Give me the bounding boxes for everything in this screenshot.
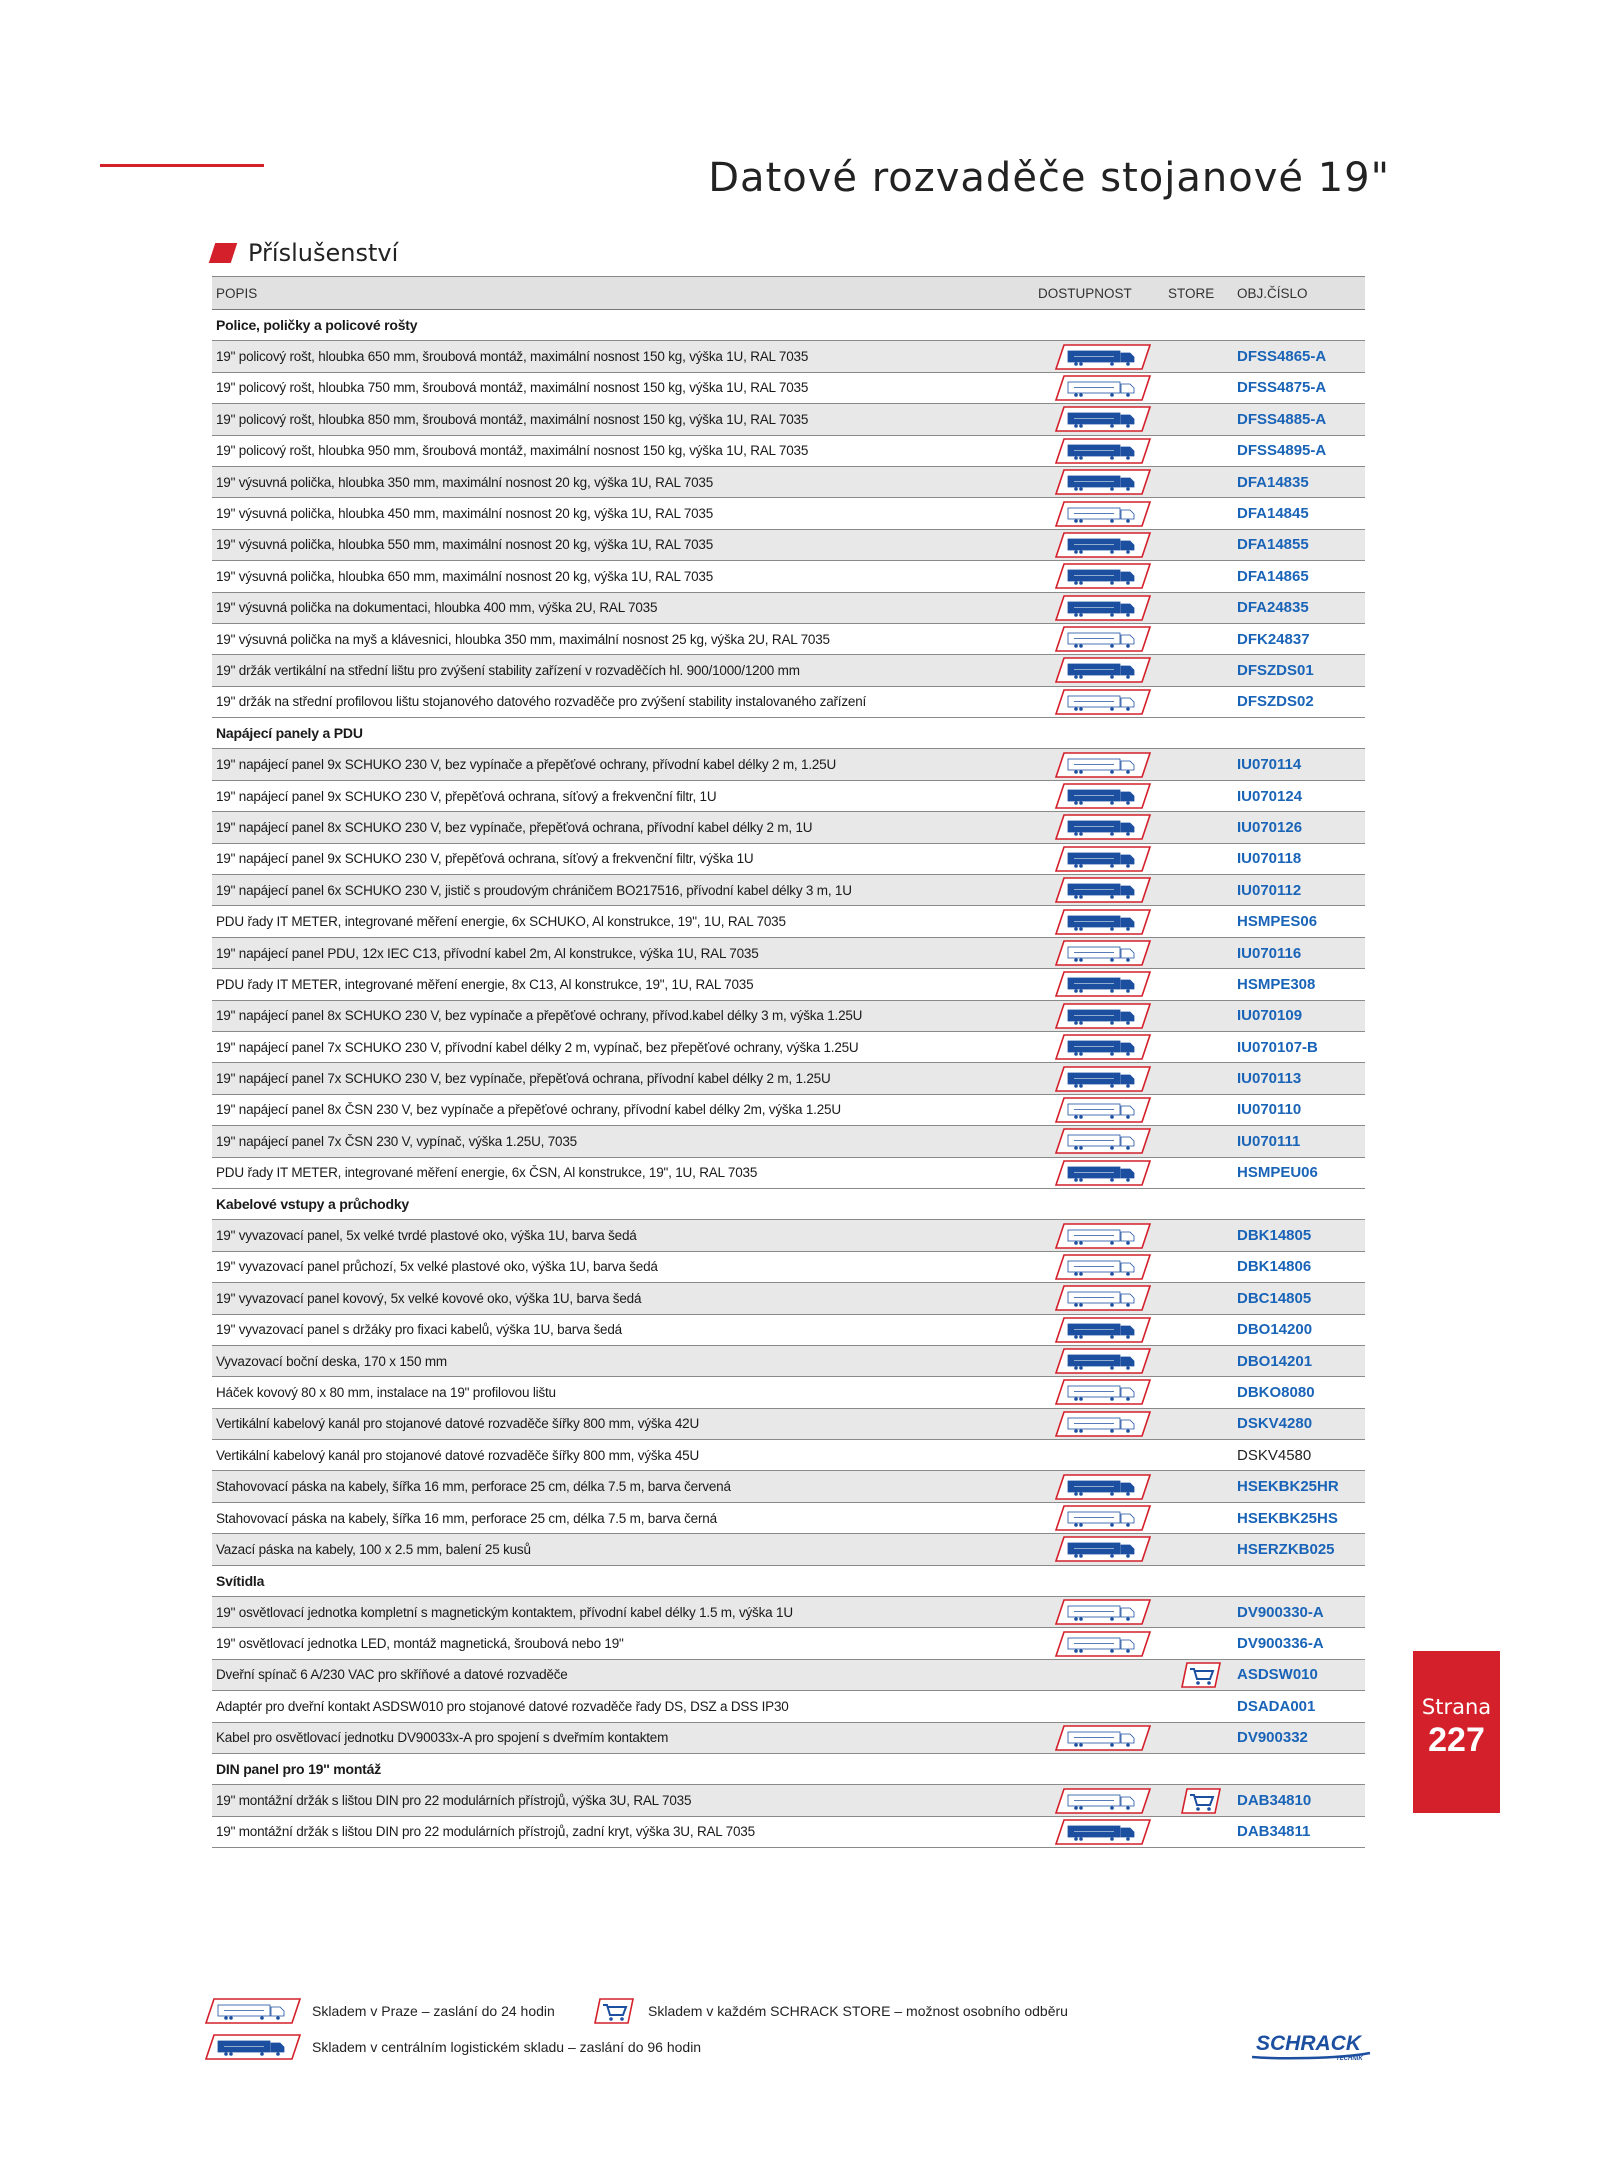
row-description: Vazací páska na kabely, 100 x 2.5 mm, balení 25 kusů xyxy=(216,1541,531,1557)
row-description: Kabel pro osvětlovací jednotku DV90033x-A pro spojení s dveřmím kontaktem xyxy=(216,1730,669,1746)
table-row xyxy=(212,1283,1365,1314)
row-availability xyxy=(1038,1348,1168,1374)
truck-prague-icon xyxy=(1054,626,1152,652)
row-description: 19" napájecí panel 9x SCHUKO 230 V, přepěťová ochrana, síťový a frekvenční filtr, výška 1U xyxy=(216,851,754,867)
row-availability xyxy=(1038,563,1168,589)
order-number: HSMPE308 xyxy=(1237,975,1316,993)
order-number: DFSS4875-A xyxy=(1237,379,1327,397)
table-row xyxy=(212,436,1365,467)
row-description: 19" výsuvná polička na myš a klávesnici, hloubka 350 mm, maximální nosnost 25 kg, výška 2U, RAL 7035 xyxy=(216,631,830,647)
order-number: DV900330-A xyxy=(1237,1603,1324,1621)
row-description: 19" výsuvná polička, hloubka 450 mm, maximální nosnost 20 kg, výška 1U, RAL 7035 xyxy=(216,506,714,522)
row-availability xyxy=(1038,438,1168,464)
header-desc: POPIS xyxy=(216,285,258,301)
order-number: DV900336-A xyxy=(1237,1635,1324,1653)
order-number: DBK14805 xyxy=(1237,1227,1312,1245)
legend-central xyxy=(204,2034,701,2060)
row-availability xyxy=(1038,406,1168,432)
truck-prague-icon xyxy=(1054,940,1152,966)
order-number: DFSZDS01 xyxy=(1237,661,1314,679)
order-number: HSMPES06 xyxy=(1237,913,1318,931)
order-number: ASDSW010 xyxy=(1237,1666,1318,1684)
row-description: 19" policový rošt, hloubka 750 mm, šroubová montáž, maximální nosnost 150 kg, výška 1U, RAL 7035 xyxy=(216,380,809,396)
row-description: Dveřní spínač 6 A/230 VAC pro skříňové a datové rozvaděče xyxy=(216,1667,568,1683)
table-row xyxy=(212,906,1365,937)
order-number: IU070118 xyxy=(1237,850,1302,868)
table-row xyxy=(212,498,1365,529)
order-number: IU070113 xyxy=(1237,1070,1302,1088)
order-number: DBK14806 xyxy=(1237,1258,1312,1276)
order-number: DBKO8080 xyxy=(1237,1383,1315,1401)
table-header xyxy=(212,276,1365,310)
order-number: IU070114 xyxy=(1237,756,1302,774)
order-number: DSADA001 xyxy=(1237,1697,1316,1715)
category-row xyxy=(212,1189,1365,1220)
row-availability xyxy=(1038,657,1168,683)
row-availability xyxy=(1038,1097,1168,1123)
table-row xyxy=(212,1158,1365,1189)
order-number: HSERZKB025 xyxy=(1237,1540,1335,1558)
table-row xyxy=(212,875,1365,906)
row-description: Stahovovací páska na kabely, šířka 16 mm, perforace 25 cm, délka 7.5 m, barva černá xyxy=(216,1510,717,1526)
legend-store xyxy=(590,1998,1068,2024)
truck-central-icon xyxy=(1054,469,1152,495)
header-order-number: OBJ.ČÍSLO xyxy=(1237,285,1308,301)
row-description: Vyvazovací boční deska, 170 x 150 mm xyxy=(216,1353,447,1369)
truck-central-icon xyxy=(1054,846,1152,872)
svg-text:TECHNIK: TECHNIK xyxy=(1336,2056,1363,2061)
truck-central-icon xyxy=(1054,438,1152,464)
truck-central-icon xyxy=(1054,783,1152,809)
truck-prague-icon xyxy=(1054,1505,1152,1531)
truck-central-icon xyxy=(1054,563,1152,589)
legend-prague xyxy=(204,1998,555,2024)
row-description: Adaptér pro dveřní kontakt ASDSW010 pro stojanové datové rozvaděče řady DS, DSZ a DSS IP30 xyxy=(216,1698,789,1714)
category-row xyxy=(212,718,1365,749)
schrack-logo xyxy=(1248,2029,1373,2066)
truck-prague-icon xyxy=(1054,1379,1152,1405)
table-row xyxy=(212,1785,1365,1816)
row-availability xyxy=(1038,846,1168,872)
legend-prague-text: Skladem v Praze – zaslání do 24 hodin xyxy=(312,2003,555,2019)
row-availability xyxy=(1038,1631,1168,1657)
order-number: DSKV4580 xyxy=(1237,1446,1312,1464)
row-availability xyxy=(1038,1788,1168,1814)
table-row xyxy=(212,1723,1365,1754)
row-description: 19" napájecí panel 8x ČSN 230 V, bez vypínače a přepěťové ochrany, přívodní kabel délky 2m, výška 1.25U xyxy=(216,1102,841,1118)
row-availability xyxy=(1038,1725,1168,1751)
order-number: DFSS4885-A xyxy=(1237,410,1327,428)
top-red-rule xyxy=(100,164,264,167)
table-row xyxy=(212,1001,1365,1032)
truck-prague-icon xyxy=(1054,1097,1152,1123)
row-description: 19" výsuvná polička, hloubka 350 mm, maximální nosnost 20 kg, výška 1U, RAL 7035 xyxy=(216,474,714,490)
row-description: 19" napájecí panel 9x SCHUKO 230 V, přepěťová ochrana, síťový a frekvenční filtr, 1U xyxy=(216,788,717,804)
row-description: 19" napájecí panel 9x SCHUKO 230 V, bez vypínače a přepěťové ochrany, přívodní kabel délky 2 m, 1.25U xyxy=(216,757,837,773)
row-availability xyxy=(1038,469,1168,495)
cart-store-icon xyxy=(590,1998,638,2024)
row-description: 19" výsuvná polička, hloubka 550 mm, maximální nosnost 20 kg, výška 1U, RAL 7035 xyxy=(216,537,714,553)
row-store xyxy=(1168,1662,1233,1688)
row-description: 19" výsuvná polička na dokumentaci, hloubka 400 mm, výška 2U, RAL 7035 xyxy=(216,600,658,616)
row-description: 19" montážní držák s lištou DIN pro 22 modulárních přístrojů, zadní kryt, výška 3U, RAL 7035 xyxy=(216,1824,755,1840)
truck-central-icon xyxy=(1054,1160,1152,1186)
truck-central-icon xyxy=(1054,877,1152,903)
truck-prague-icon xyxy=(1054,752,1152,778)
truck-central-icon xyxy=(1054,1536,1152,1562)
order-number: IU070110 xyxy=(1237,1101,1302,1119)
row-description: 19" montážní držák s lištou DIN pro 22 modulárních přístrojů, výška 3U, RAL 7035 xyxy=(216,1793,692,1809)
truck-prague-icon xyxy=(1054,501,1152,527)
truck-prague-icon xyxy=(1054,1254,1152,1280)
row-availability xyxy=(1038,814,1168,840)
table-row xyxy=(212,1471,1365,1502)
truck-central-icon xyxy=(1054,814,1152,840)
order-number: IU070126 xyxy=(1237,818,1303,836)
header-store: STORE xyxy=(1168,285,1215,301)
truck-prague-icon xyxy=(1054,1788,1152,1814)
order-number: DAB34810 xyxy=(1237,1792,1312,1810)
row-availability xyxy=(1038,1285,1168,1311)
table-row xyxy=(212,561,1365,592)
order-number: DFA24835 xyxy=(1237,599,1309,617)
order-number: IU070112 xyxy=(1237,881,1302,899)
truck-central-icon xyxy=(1054,344,1152,370)
truck-prague-icon xyxy=(1054,689,1152,715)
row-availability xyxy=(1038,626,1168,652)
row-availability xyxy=(1038,1034,1168,1060)
row-availability xyxy=(1038,1474,1168,1500)
table-row xyxy=(212,1597,1365,1628)
truck-central-icon xyxy=(1054,1003,1152,1029)
order-number: DSKV4280 xyxy=(1237,1415,1313,1433)
truck-central-icon xyxy=(1054,971,1152,997)
order-number: HSEKBK25HS xyxy=(1237,1509,1338,1527)
row-availability xyxy=(1038,1317,1168,1343)
row-description: 19" napájecí panel 8x SCHUKO 230 V, bez vypínače a přepěťové ochrany, přívod.kabel délky 3 m, výška 1.25U xyxy=(216,1008,863,1024)
row-description: 19" napájecí panel 7x SCHUKO 230 V, bez vypínače, přepěťová ochrana, přívodní kabel délky 2 m, 1.25U xyxy=(216,1071,831,1087)
row-availability xyxy=(1038,877,1168,903)
row-availability xyxy=(1038,1160,1168,1186)
row-availability xyxy=(1038,1819,1168,1845)
row-availability xyxy=(1038,783,1168,809)
row-description: 19" policový rošt, hloubka 950 mm, šroubová montáž, maximální nosnost 150 kg, výška 1U, RAL 7035 xyxy=(216,443,809,459)
truck-prague-icon xyxy=(1054,1223,1152,1249)
row-availability xyxy=(1038,1003,1168,1029)
table-row xyxy=(212,655,1365,686)
row-availability xyxy=(1038,1254,1168,1280)
row-availability xyxy=(1038,1599,1168,1625)
row-description: 19" vyvazovací panel průchozí, 5x velké plastové oko, výška 1U, barva šedá xyxy=(216,1259,658,1275)
order-number: DBO14201 xyxy=(1237,1352,1313,1370)
order-number: DBC14805 xyxy=(1237,1289,1312,1307)
table-row xyxy=(212,1628,1365,1659)
header-availability: DOSTUPNOST xyxy=(1038,285,1132,301)
order-number: IU070111 xyxy=(1237,1132,1301,1150)
truck-prague-icon xyxy=(1054,1599,1152,1625)
row-availability xyxy=(1038,752,1168,778)
row-availability xyxy=(1038,1536,1168,1562)
table-row xyxy=(212,1440,1365,1471)
row-description: 19" vyvazovací panel, 5x velké tvrdé plastové oko, výška 1U, barva šedá xyxy=(216,1228,637,1244)
row-description: 19" vyvazovací panel s držáky pro fixaci kabelů, výška 1U, barva šedá xyxy=(216,1322,622,1338)
row-description: 19" napájecí panel 6x SCHUKO 230 V, jistič s proudovým chráničem BO217516, přívodní kabel délky 3 m, 1U xyxy=(216,882,852,898)
table-row xyxy=(212,1377,1365,1408)
cart-store-icon xyxy=(1181,1662,1221,1688)
truck-prague-icon xyxy=(1054,1128,1152,1154)
table-row xyxy=(212,1220,1365,1251)
order-number: DFSZDS02 xyxy=(1237,693,1314,711)
order-number: IU070107-B xyxy=(1237,1038,1318,1056)
row-description: Vertikální kabelový kanál pro stojanové datové rozvaděče šířky 800 mm, výška 42U xyxy=(216,1416,699,1432)
page-number: 227 xyxy=(1428,1721,1485,1759)
section-title: Příslušenství xyxy=(248,239,399,267)
row-description: 19" osvětlovací jednotka LED, montáž magnetická, šroubová nebo 19" xyxy=(216,1636,624,1652)
row-availability xyxy=(1038,532,1168,558)
table-row xyxy=(212,938,1365,969)
table-row xyxy=(212,1032,1365,1063)
table-row xyxy=(212,1409,1365,1440)
truck-central-icon xyxy=(1054,532,1152,558)
truck-prague-icon xyxy=(1054,1411,1152,1437)
table-row xyxy=(212,749,1365,780)
legend-store-text: Skladem v každém SCHRACK STORE – možnost osobního odběru xyxy=(648,2003,1068,2019)
table-row xyxy=(212,1315,1365,1346)
truck-prague-icon xyxy=(1054,1285,1152,1311)
page-title: Datové rozvaděče stojanové 19" xyxy=(708,154,1390,201)
row-availability xyxy=(1038,940,1168,966)
legend-central-text: Skladem v centrálním logistickém skladu – zaslání do 96 hodin xyxy=(312,2039,702,2055)
table-row xyxy=(212,467,1365,498)
table-body xyxy=(212,310,1365,1848)
table-row xyxy=(212,593,1365,624)
table-row xyxy=(212,373,1365,404)
row-description: Háček kovový 80 x 80 mm, instalace na 19" profilovou lištu xyxy=(216,1384,556,1400)
row-availability xyxy=(1038,909,1168,935)
category-title: Police, poličky a policové rošty xyxy=(216,317,418,334)
row-store xyxy=(1168,1788,1233,1814)
row-availability xyxy=(1038,501,1168,527)
table-row xyxy=(212,341,1365,372)
category-row xyxy=(212,1566,1365,1597)
truck-central-icon xyxy=(1054,1819,1152,1845)
order-number: DBO14200 xyxy=(1237,1321,1313,1339)
product-table xyxy=(212,276,1365,1848)
row-description: PDU řady IT METER, integrované měření energie, 8x C13, Al konstrukce, 19", 1U, RAL 7035 xyxy=(216,976,754,992)
order-number: DFSS4895-A xyxy=(1237,442,1327,460)
row-availability xyxy=(1038,1379,1168,1405)
table-row xyxy=(212,1252,1365,1283)
category-title: Kabelové vstupy a průchodky xyxy=(216,1196,409,1213)
table-row xyxy=(212,1503,1365,1534)
table-row xyxy=(212,1534,1365,1565)
row-description: PDU řady IT METER, integrované měření energie, 6x ČSN, Al konstrukce, 19", 1U, RAL 7035 xyxy=(216,1165,758,1181)
table-row xyxy=(212,1126,1365,1157)
row-description: 19" výsuvná polička, hloubka 650 mm, maximální nosnost 20 kg, výška 1U, RAL 7035 xyxy=(216,568,714,584)
order-number: HSEKBK25HR xyxy=(1237,1478,1339,1496)
table-row xyxy=(212,781,1365,812)
table-row xyxy=(212,1691,1365,1722)
truck-central-icon xyxy=(1054,1317,1152,1343)
table-row xyxy=(212,969,1365,1000)
truck-prague-icon xyxy=(1054,1631,1152,1657)
row-description: 19" držák na střední profilovou lištu stojanového datového rozvaděče pro zvýšení stability instalovaného zařízení xyxy=(216,694,867,710)
cart-store-icon xyxy=(1181,1788,1221,1814)
truck-central-icon xyxy=(1054,1034,1152,1060)
page-number-tab xyxy=(1413,1651,1500,1813)
row-availability xyxy=(1038,375,1168,401)
truck-central-icon xyxy=(204,2034,302,2060)
order-number: DV900332 xyxy=(1237,1729,1308,1747)
order-number: IU070109 xyxy=(1237,1007,1303,1025)
row-availability xyxy=(1038,1128,1168,1154)
row-availability xyxy=(1038,1411,1168,1437)
table-row xyxy=(212,404,1365,435)
section-marker-icon xyxy=(209,243,237,263)
order-number: DFA14865 xyxy=(1237,567,1309,585)
row-availability xyxy=(1038,1505,1168,1531)
row-description: 19" policový rošt, hloubka 850 mm, šroubová montáž, maximální nosnost 150 kg, výška 1U, RAL 7035 xyxy=(216,411,809,427)
svg-text:SCHRACK: SCHRACK xyxy=(1256,2032,1361,2055)
order-number: DFA14855 xyxy=(1237,536,1309,554)
row-description: 19" napájecí panel 7x ČSN 230 V, vypínač, výška 1.25U, 7035 xyxy=(216,1133,577,1149)
order-number: HSMPEU06 xyxy=(1237,1164,1318,1182)
order-number: IU070116 xyxy=(1237,944,1302,962)
row-description: 19" policový rošt, hloubka 650 mm, šroubová montáž, maximální nosnost 150 kg, výška 1U, RAL 7035 xyxy=(216,349,809,365)
row-description: 19" držák vertikální na střední lištu pro zvýšení stability zařízení v rozvaděčích hl. 900/1000/1200 mm xyxy=(216,662,800,678)
order-number: DFSS4865-A xyxy=(1237,348,1327,366)
truck-central-icon xyxy=(1054,1474,1152,1500)
truck-central-icon xyxy=(1054,406,1152,432)
page-word: Strana xyxy=(1421,1695,1492,1719)
truck-central-icon xyxy=(1054,657,1152,683)
row-description: 19" napájecí panel 8x SCHUKO 230 V, bez vypínače, přepěťová ochrana, přívodní kabel délky 2 m, 1U xyxy=(216,819,813,835)
section-heading xyxy=(212,238,398,268)
table-row xyxy=(212,687,1365,718)
row-description: 19" osvětlovací jednotka kompletní s magnetickým kontaktem, přívodní kabel délky 1.5 m, výška 1U xyxy=(216,1604,793,1620)
truck-central-icon xyxy=(1054,909,1152,935)
row-description: 19" vyvazovací panel kovový, 5x velké kovové oko, výška 1U, barva šedá xyxy=(216,1290,642,1306)
row-description: 19" napájecí panel 7x SCHUKO 230 V, přívodní kabel délky 2 m, vypínač, bez přepěťové ochrany, výška 1.25U xyxy=(216,1039,859,1055)
category-row xyxy=(212,310,1365,341)
table-row xyxy=(212,624,1365,655)
order-number: DFA14835 xyxy=(1237,473,1309,491)
table-row xyxy=(212,530,1365,561)
order-number: DFA14845 xyxy=(1237,505,1309,523)
table-row xyxy=(212,1817,1365,1848)
table-row xyxy=(212,1660,1365,1691)
row-availability xyxy=(1038,689,1168,715)
truck-prague-icon xyxy=(1054,1725,1152,1751)
row-availability xyxy=(1038,595,1168,621)
row-description: PDU řady IT METER, integrované měření energie, 6x SCHUKO, Al konstrukce, 19", 1U, RAL 7035 xyxy=(216,914,786,930)
table-row xyxy=(212,1095,1365,1126)
order-number: IU070124 xyxy=(1237,787,1303,805)
truck-prague-icon xyxy=(1054,375,1152,401)
table-row xyxy=(212,1063,1365,1094)
table-row xyxy=(212,812,1365,843)
row-availability xyxy=(1038,1223,1168,1249)
category-title: Napájecí panely a PDU xyxy=(216,725,363,742)
row-availability xyxy=(1038,1066,1168,1092)
order-number: DAB34811 xyxy=(1237,1823,1311,1841)
row-availability xyxy=(1038,971,1168,997)
category-title: Svítidla xyxy=(216,1572,265,1589)
truck-prague-icon xyxy=(204,1998,302,2024)
category-row xyxy=(212,1754,1365,1785)
row-description: 19" napájecí panel PDU, 12x IEC C13, přívodní kabel 2m, Al konstrukce, výška 1U, RAL 7035 xyxy=(216,945,759,961)
category-title: DIN panel pro 19'' montáž xyxy=(216,1761,382,1778)
truck-central-icon xyxy=(1054,1066,1152,1092)
truck-central-icon xyxy=(1054,1348,1152,1374)
truck-central-icon xyxy=(1054,595,1152,621)
order-number: DFK24837 xyxy=(1237,630,1310,648)
table-row xyxy=(212,844,1365,875)
row-availability xyxy=(1038,344,1168,370)
table-row xyxy=(212,1346,1365,1377)
row-description: Vertikální kabelový kanál pro stojanové datové rozvaděče šířky 800 mm, výška 45U xyxy=(216,1447,699,1463)
row-description: Stahovovací páska na kabely, šířka 16 mm, perforace 25 cm, délka 7.5 m, barva červená xyxy=(216,1479,731,1495)
